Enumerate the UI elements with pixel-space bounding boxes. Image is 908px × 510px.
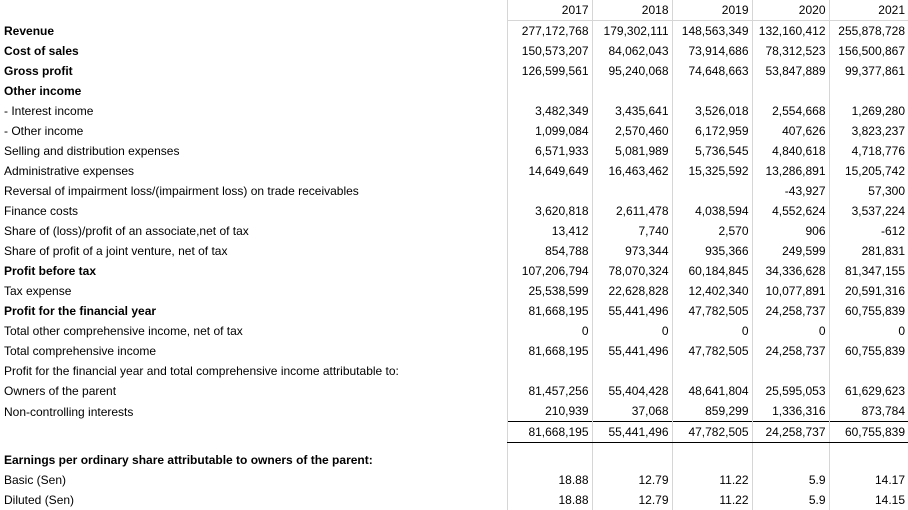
value-cell: 1,336,316: [752, 401, 829, 422]
value-cell: 10,077,891: [752, 281, 829, 301]
value-cell: 60,184,845: [672, 261, 752, 281]
value-cell: 11.22: [672, 490, 752, 510]
value-cell: 277,172,768: [507, 21, 592, 42]
row-label: Profit for the financial year and total comprehensive income attributable to:: [4, 364, 399, 378]
row-label: Tax expense: [4, 284, 72, 298]
row-label: Share of (loss)/profit of an associate,net of tax: [4, 224, 249, 238]
value-cell: 5,736,545: [672, 141, 752, 161]
year-header-2: 2019: [672, 0, 752, 21]
statement-row: [0, 470, 908, 490]
value-cell: 57,300: [829, 181, 908, 201]
value-cell: 99,377,861: [829, 61, 908, 81]
statement-row: [0, 201, 908, 221]
row-label: Diluted (Sen): [4, 493, 75, 507]
value-cell: 34,336,628: [752, 261, 829, 281]
value-cell: 24,258,737: [752, 422, 829, 443]
value-cell: 107,206,794: [507, 261, 592, 281]
value-cell: 6,571,933: [507, 141, 592, 161]
row-label: - Other income: [4, 124, 84, 138]
statement-row: [0, 101, 908, 121]
value-cell: 81,347,155: [829, 261, 908, 281]
value-cell: 3,537,224: [829, 201, 908, 221]
statement-row: [0, 450, 908, 470]
statement-row: [0, 490, 908, 510]
value-cell: 1,269,280: [829, 101, 908, 121]
statement-row: [0, 381, 908, 401]
value-cell: 25,538,599: [507, 281, 592, 301]
value-cell: 854,788: [507, 241, 592, 261]
value-cell: 47,782,505: [672, 341, 752, 361]
value-cell: 0: [829, 321, 908, 341]
statement-row: [0, 181, 908, 201]
value-cell: 73,914,686: [672, 41, 752, 61]
value-cell: [672, 450, 752, 470]
value-cell: 12.79: [592, 470, 672, 490]
value-cell: 18.88: [507, 490, 592, 510]
value-cell: [507, 361, 592, 381]
year-header-3: 2020: [752, 0, 829, 21]
value-cell: 873,784: [829, 401, 908, 422]
row-label: Basic (Sen): [4, 473, 67, 487]
value-cell: 12,402,340: [672, 281, 752, 301]
value-cell: 4,038,594: [672, 201, 752, 221]
value-cell: [672, 361, 752, 381]
value-cell: 81,668,195: [507, 301, 592, 321]
header-blank-cell: [0, 0, 507, 21]
value-cell: 81,457,256: [507, 381, 592, 401]
value-cell: 14.15: [829, 490, 908, 510]
value-cell: 126,599,561: [507, 61, 592, 81]
row-label: Non-controlling interests: [4, 404, 134, 419]
row-label: Total other comprehensive income, net of tax: [4, 324, 243, 338]
value-cell: 81,668,195: [507, 341, 592, 361]
year-header-0: 2017: [507, 0, 592, 21]
value-cell: 0: [592, 321, 672, 341]
value-cell: 13,286,891: [752, 161, 829, 181]
row-label: Share of profit of a joint venture, net of tax: [4, 244, 228, 258]
value-cell: 179,302,111: [592, 21, 672, 42]
value-cell: 37,068: [592, 401, 672, 422]
value-cell: [507, 81, 592, 101]
statement-row: [0, 401, 908, 422]
value-cell: 48,641,804: [672, 381, 752, 401]
value-cell: 2,554,668: [752, 101, 829, 121]
value-cell: 25,595,053: [752, 381, 829, 401]
value-cell: 13,412: [507, 221, 592, 241]
statement-row: [0, 161, 908, 181]
value-cell: 7,740: [592, 221, 672, 241]
value-cell: 15,325,592: [672, 161, 752, 181]
statement-row: [0, 361, 908, 381]
year-header-4: 2021: [829, 0, 908, 21]
value-cell: 407,626: [752, 121, 829, 141]
statement-row: [0, 121, 908, 141]
value-cell: 4,840,618: [752, 141, 829, 161]
value-cell: 1,099,084: [507, 121, 592, 141]
year-header-1: 2018: [592, 0, 672, 21]
value-cell: 55,441,496: [592, 341, 672, 361]
statement-row: [0, 41, 908, 61]
statement-row: [0, 281, 908, 301]
value-cell: [592, 181, 672, 201]
value-cell: 5.9: [752, 490, 829, 510]
value-cell: 859,299: [672, 401, 752, 422]
value-cell: 81,668,195: [507, 422, 592, 443]
value-cell: 55,441,496: [592, 422, 672, 443]
row-label: Gross profit: [4, 64, 73, 78]
row-label: Revenue: [4, 24, 55, 38]
value-cell: 78,312,523: [752, 41, 829, 61]
row-label: Owners of the parent: [4, 384, 117, 398]
value-cell: 53,847,889: [752, 61, 829, 81]
value-cell: 24,258,737: [752, 301, 829, 321]
value-cell: 4,718,776: [829, 141, 908, 161]
value-cell: 22,628,828: [592, 281, 672, 301]
row-label: Reversal of impairment loss/(impairment loss) on trade receivables: [4, 184, 359, 198]
value-cell: 281,831: [829, 241, 908, 261]
row-label: Finance costs: [4, 204, 79, 218]
value-cell: -612: [829, 221, 908, 241]
row-label: Total comprehensive income: [4, 344, 157, 358]
statement-row: [0, 81, 908, 101]
value-cell: 95,240,068: [592, 61, 672, 81]
value-cell: 0: [507, 321, 592, 341]
value-cell: 47,782,505: [672, 422, 752, 443]
value-cell: 0: [752, 321, 829, 341]
value-cell: [752, 450, 829, 470]
value-cell: 16,463,462: [592, 161, 672, 181]
value-cell: 0: [672, 321, 752, 341]
value-cell: [829, 361, 908, 381]
value-cell: 5.9: [752, 470, 829, 490]
value-cell: 3,482,349: [507, 101, 592, 121]
value-cell: 74,648,663: [672, 61, 752, 81]
value-cell: 61,629,623: [829, 381, 908, 401]
row-label: Profit before tax: [4, 264, 97, 278]
row-label: Cost of sales: [4, 44, 79, 58]
value-cell: [829, 450, 908, 470]
statement-row: [0, 301, 908, 321]
value-cell: 935,366: [672, 241, 752, 261]
value-cell: 150,573,207: [507, 41, 592, 61]
value-cell: [672, 81, 752, 101]
value-cell: 249,599: [752, 241, 829, 261]
value-cell: 78,070,324: [592, 261, 672, 281]
value-cell: [752, 361, 829, 381]
statement-row: [0, 422, 908, 443]
value-cell: 3,823,237: [829, 121, 908, 141]
value-cell: [592, 361, 672, 381]
year-header-row: [0, 0, 908, 21]
row-label: - Interest income: [4, 104, 94, 118]
value-cell: 3,526,018: [672, 101, 752, 121]
value-cell: 15,205,742: [829, 161, 908, 181]
value-cell: 47,782,505: [672, 301, 752, 321]
row-label: [0, 422, 507, 443]
value-cell: 12.79: [592, 490, 672, 510]
value-cell: [507, 181, 592, 201]
value-cell: 20,591,316: [829, 281, 908, 301]
value-cell: [829, 81, 908, 101]
value-cell: [592, 450, 672, 470]
value-cell: 2,611,478: [592, 201, 672, 221]
statement-row: [0, 141, 908, 161]
value-cell: 55,441,496: [592, 301, 672, 321]
value-cell: 148,563,349: [672, 21, 752, 42]
value-cell: 84,062,043: [592, 41, 672, 61]
value-cell: 6,172,959: [672, 121, 752, 141]
value-cell: [507, 450, 592, 470]
value-cell: -43,927: [752, 181, 829, 201]
value-cell: [672, 181, 752, 201]
value-cell: 210,939: [507, 401, 592, 422]
row-label: Earnings per ordinary share attributable to owners of the parent:: [4, 453, 373, 467]
value-cell: [592, 81, 672, 101]
value-cell: 255,878,728: [829, 21, 908, 42]
statement-row: [0, 21, 908, 42]
value-cell: 60,755,839: [829, 341, 908, 361]
value-cell: 18.88: [507, 470, 592, 490]
row-label: Other income: [4, 84, 82, 98]
value-cell: 4,552,624: [752, 201, 829, 221]
value-cell: 14.17: [829, 470, 908, 490]
statement-row: [0, 341, 908, 361]
statement-row: [0, 261, 908, 281]
value-cell: 24,258,737: [752, 341, 829, 361]
value-cell: 3,620,818: [507, 201, 592, 221]
row-label: Profit for the financial year: [4, 304, 157, 318]
value-cell: 14,649,649: [507, 161, 592, 181]
row-label: Selling and distribution expenses: [4, 144, 180, 158]
value-cell: 973,344: [592, 241, 672, 261]
statement-row: [0, 321, 908, 341]
value-cell: 60,755,839: [829, 422, 908, 443]
value-cell: 60,755,839: [829, 301, 908, 321]
statement-row: [0, 61, 908, 81]
row-label: Administrative expenses: [4, 164, 135, 178]
value-cell: 11.22: [672, 470, 752, 490]
statement-row: [0, 221, 908, 241]
value-cell: [752, 81, 829, 101]
value-cell: 906: [752, 221, 829, 241]
value-cell: 5,081,989: [592, 141, 672, 161]
value-cell: 55,404,428: [592, 381, 672, 401]
value-cell: 3,435,641: [592, 101, 672, 121]
value-cell: 2,570,460: [592, 121, 672, 141]
statement-row: [0, 241, 908, 261]
value-cell: 156,500,867: [829, 41, 908, 61]
value-cell: 132,160,412: [752, 21, 829, 42]
value-cell: 2,570: [672, 221, 752, 241]
spacer-row: [0, 443, 908, 451]
